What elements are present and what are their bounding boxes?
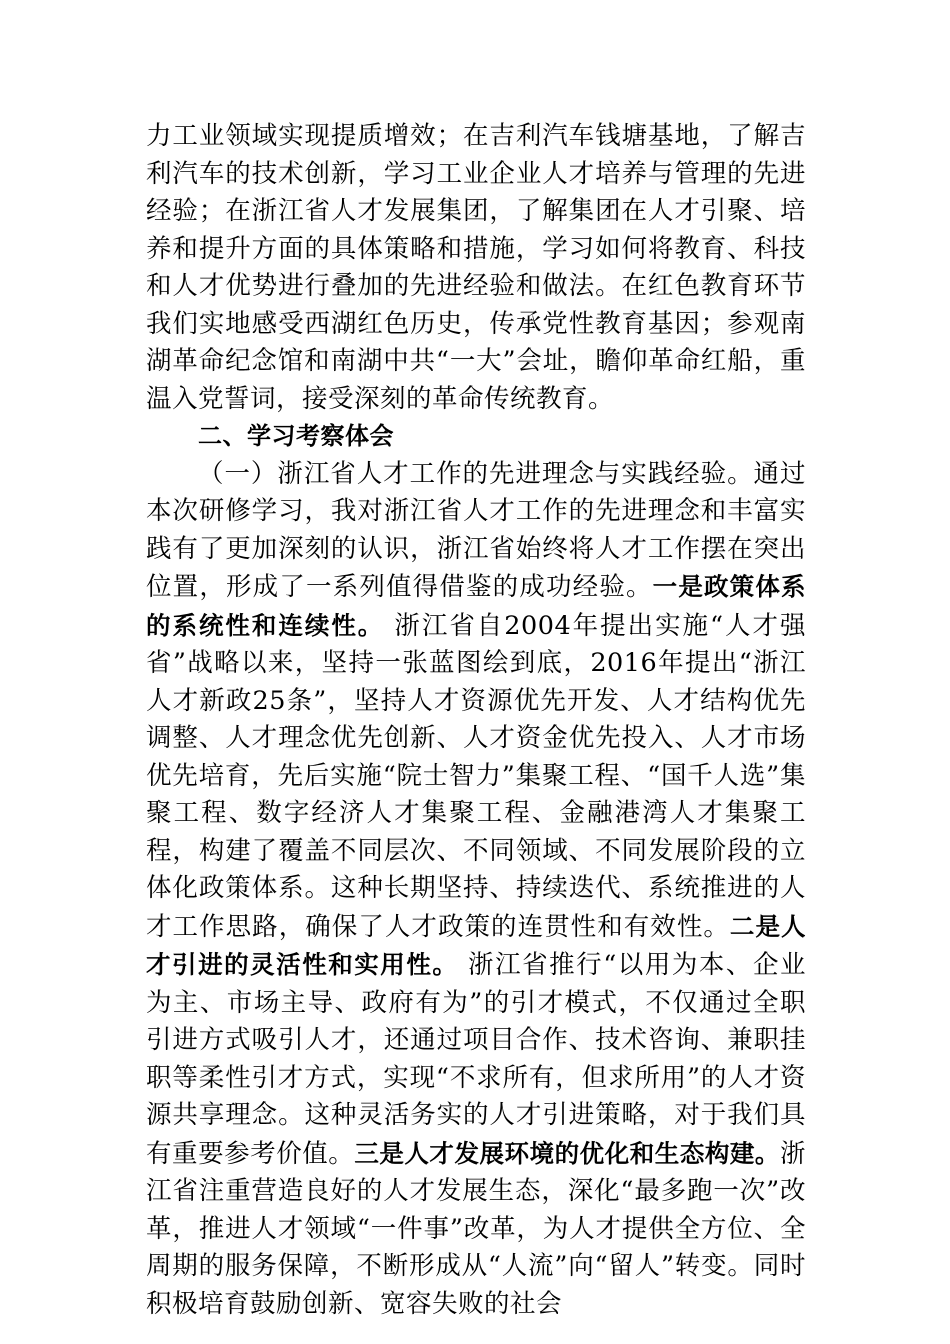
point-two-text: 浙江省推行“以用为本、企业为主、市场主导、政府有为”的引才模式，不仅通过全职引进方式吸引人才，还通过项目合作、技术咨询、兼职挂职等柔性引才方式，实现“不求所有，但求所用”的人才资源共享理念。这种灵活务实的人才引进策略，对于我们具有重要参考价值。 bbox=[146, 950, 806, 1169]
point-two-title: 二是人才引进的灵活性和实用性。 bbox=[146, 911, 806, 979]
intro-paragraph: 力工业领域实现提质增效；在吉利汽车钱塘基地，了解吉利汽车的技术创新，学习工业企业人才培养与管理的先进经验；在浙江省人才发展集团，了解集团在人才引聚、培养和提升方面的具体策略和措施，学习如何将教育、科技和人才优势进行叠加的先进经验和做法。在红色教育环节我们实地感受西湖红色历史，传承党性教育基因；参观南湖革命纪念馆和南湖中共“一大”会址，瞻仰革命红船，重温入党誓词，接受深刻的革命传统教育。 bbox=[146, 121, 806, 414]
section-heading: 二、学习考察体会 bbox=[198, 422, 394, 450]
point-one-text: 浙江省自2004年提出实施“人才强省”战略以来，坚持一张蓝图绘到底，2016年提出“浙江人才新政25条”，坚持人才资源优先开发、人才结构优先调整、人才理念优先创新、人才资金优先投入、人才市场优先培育，先后实施“院士智力”集聚工程、“国千人选”集聚工程、数字经济人才集聚工程、金融港湾人才集聚工程，构建了覆盖不同层次、不同领域、不同发展阶段的立体化政策体系。这种长期坚持、持续迭代、系统推进的人才工作思路，确保了人才政策的连贯性和有效性。 bbox=[146, 610, 807, 942]
document-body bbox=[146, 118, 806, 1323]
point-three-text: 浙江省注重营造良好的人才发展生态，深化“最多跑一次”改革，推进人才领域“一件事”改革，为人才提供全方位、全周期的服务保障，不断形成从“人流”向“留人”转变。同时积极培育鼓励创新、宽容失败的社会 bbox=[146, 1138, 806, 1319]
point-three-title: 三是人才发展环境的优化和生态构建。 bbox=[354, 1138, 780, 1168]
subsection-intro-text: （一）浙江省人才工作的先进理念与实践经验。通过本次研修学习，我对浙江省人才工作的先进理念和丰富实践有了更加深刻的认识，浙江省始终将人才工作摆在突出位置，形成了一系列值得借鉴的成功经验。 bbox=[146, 458, 806, 602]
body-paragraph bbox=[146, 456, 806, 1324]
point-one-title: 一是政策体系的系统性和连续性。 bbox=[146, 572, 806, 640]
